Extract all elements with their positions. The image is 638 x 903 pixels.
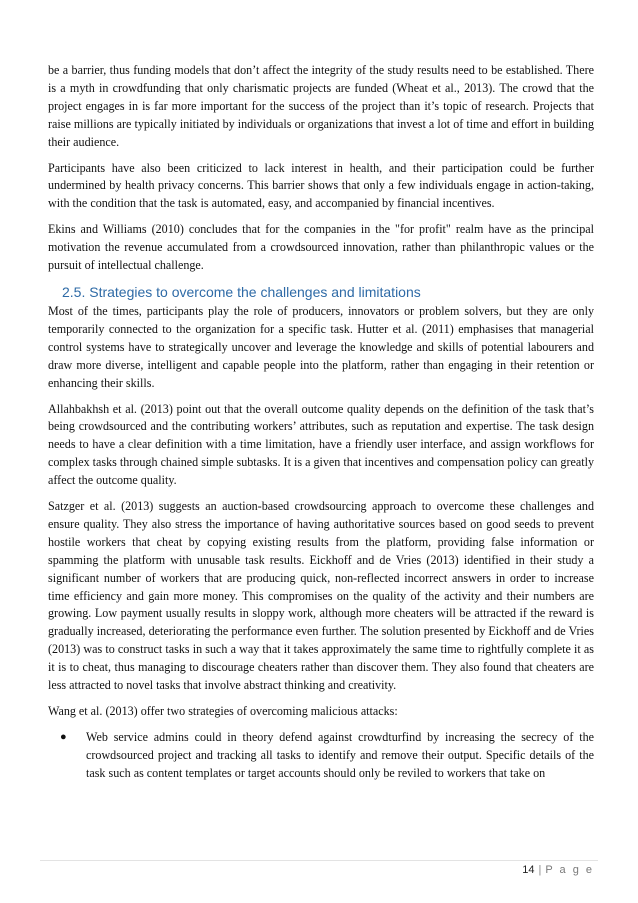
paragraph-satzger: Satzger et al. (2013) suggests an auction-based crowdsourcing approach to overcome these challenges and ensure quality. They also stress the importance of having authoritative sources based on good seeds to prevent hostile workers that cheat by copying existing results from the platform, providing false information or spamming the platform with unusable task results. Eickhoff and de Vries (2013) identified in their study a significant number of workers that are producing quick, non-reflected incorrect answers in order to increase time efficiency and gain more money. This compromises on the quality of the activity and their numbers are growing. Low payment usually results in sloppy work, although more cheaters will be attracted if the reward is gradually increased, deteriorating the performance even further. The solution presented by Eickhoff and de Vries (2013) was to construct tasks in such a way that it takes approximately the same time to rightfully complete it as it is to cheat, thus managing to discourage cheaters rather than discover them. They also found that cheaters are less attracted to novel tasks that involve abstract thinking and creativity. bbox=[48, 499, 594, 693]
page-footer bbox=[522, 864, 594, 876]
section-heading: 2.5. Strategies to overcome the challenges and limitations bbox=[62, 283, 421, 300]
bullet-text: Web service admins could in theory defend against crowdturfind by increasing the secrecy of the crowdsourced project and tracking all tasks to identify and remove their output. Specific details of the task such as content templates or target accounts should only be reviled to workers that take on bbox=[86, 729, 594, 780]
paragraph-participants-roles: Most of the times, participants play the role of producers, innovators or problem solvers, but they are only temporarily connected to the organization for a specific task. Hutter et al. (2011) emphasises that managerial control systems have to strategically uncover and leverage the knowledge and skills of potential labourers and draw more diverse, intelligent and capable people into the platform, rather than engaging in their retention or enhancing their skills. bbox=[48, 303, 594, 390]
strategy-bullet-list bbox=[48, 729, 594, 783]
paragraph-wang: Wang et al. (2013) offer two strategies of overcoming malicious attacks: bbox=[48, 704, 398, 718]
bullet-icon: ● bbox=[60, 730, 67, 743]
paragraph-ekins-williams: Ekins and Williams (2010) concludes that for the companies in the "for profit" realm have as the principal motivation the revenue accumulated from a crowdsourced innovation, rather than philanthropic values or the pursuit of intellectual challenge. bbox=[48, 222, 594, 273]
page-label: P a g e bbox=[545, 864, 594, 876]
paragraph-allahbakhsh: Allahbakhsh et al. (2013) point out that the overall outcome quality depends on the definition of the task that’s being crowdsourced and the contributing workers’ attributes, such as reputation and expertise. The task design needs to have a clear definition with a time limitation, have a friendly user interface, and assign workflows for complex tasks through chained simple subtasks. It is a given that incentives and compensation policy can greatly affect the outcome quality. bbox=[48, 401, 594, 488]
list-item bbox=[48, 729, 594, 783]
paragraph-funding-barrier: be a barrier, thus funding models that don’t affect the integrity of the study results need to be established. There is a myth in crowdfunding that only charismatic projects are funded (Wheat et al., 2013). The crowd that the project engages in is far more important for the success of the project than it’s topic of research. Projects that raise millions are typically initiated by individuals or organizations that invest a lot of time and effort in building their audience. bbox=[48, 63, 594, 149]
footer-divider bbox=[40, 860, 598, 861]
page-number: 14 bbox=[522, 864, 535, 876]
paragraph-participants-criticism: Participants have also been criticized to lack interest in health, and their participation could be further undermined by health privacy concerns. This barrier shows that only a few individuals engage in action-taking, with the condition that the task is automated, easy, and accompanied by financial incentives. bbox=[48, 160, 594, 211]
footer-separator: | bbox=[538, 864, 542, 876]
page-body bbox=[48, 62, 594, 783]
